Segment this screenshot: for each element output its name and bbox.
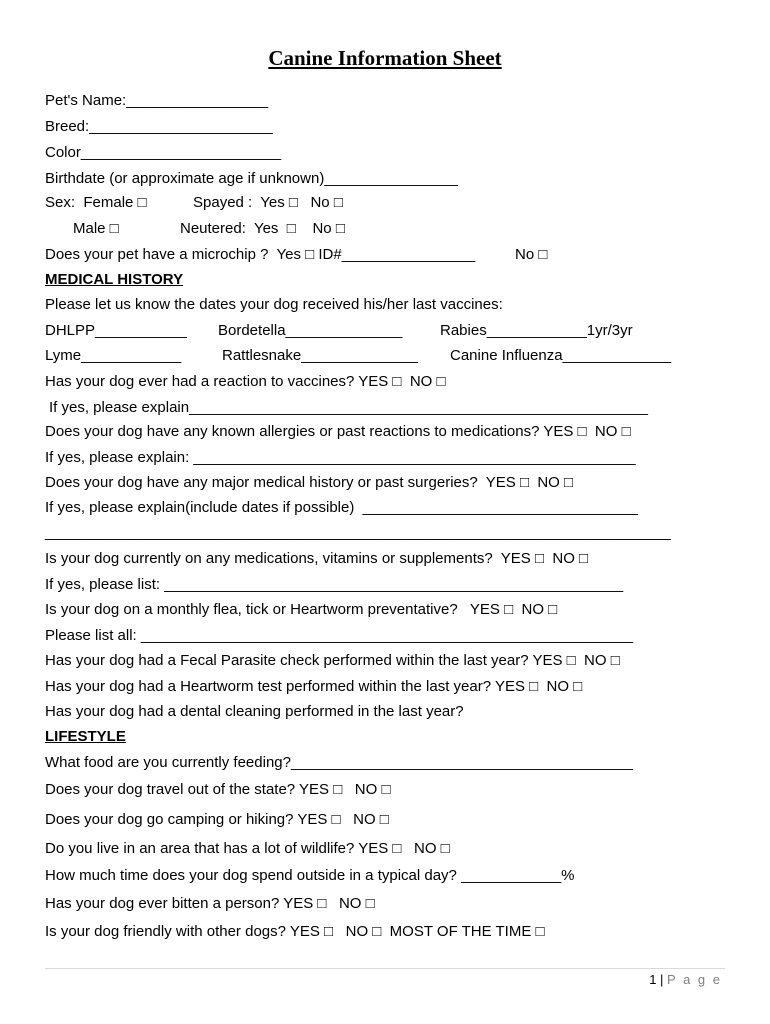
vaccine-reaction-explain-field[interactable]: If yes, please explain_______________________________________________________: [49, 399, 648, 416]
birthdate-field[interactable]: Birthdate (or approximate age if unknown)________________: [45, 170, 458, 187]
travel-question[interactable]: Does your dog travel out of the state? YES □ NO □: [45, 781, 391, 798]
friendly-question[interactable]: Is your dog friendly with other dogs? YES □ NO □ MOST OF THE TIME □: [45, 923, 545, 940]
page-label: P a g e: [667, 972, 722, 987]
medications-list-field[interactable]: If yes, please list: _______________________________________________________: [45, 576, 624, 593]
page-number: 1: [649, 972, 657, 987]
lifestyle-heading: LIFESTYLE: [45, 728, 126, 745]
page-separator: |: [656, 972, 668, 987]
heartworm-test-question[interactable]: Has your dog had a Heartworm test performed within the last year? YES □ NO □: [45, 678, 583, 695]
footer-divider: [45, 968, 725, 969]
bitten-question[interactable]: Has your dog ever bitten a person? YES □ NO □: [45, 895, 375, 912]
outside-time-field[interactable]: How much time does your dog spend outside in a typical day? ____________%: [45, 867, 575, 884]
medications-question[interactable]: Is your dog currently on any medications, vitamins or supplements? YES □ NO □: [45, 550, 589, 567]
surgeries-question[interactable]: Does your dog have any major medical history or past surgeries? YES □ NO □: [45, 474, 574, 491]
dental-cleaning-question: Has your dog had a dental cleaning performed in the last year?: [45, 703, 464, 720]
pets-name-field[interactable]: Pet's Name:_________________: [45, 92, 269, 109]
preventative-question[interactable]: Is your dog on a monthly flea, tick or Heartworm preventative? YES □ NO □: [45, 601, 558, 618]
color-field[interactable]: Color________________________: [45, 144, 282, 161]
allergies-question[interactable]: Does your dog have any known allergies or past reactions to medications? YES □ NO □: [45, 423, 631, 440]
sex-female-checkbox[interactable]: Sex: Female □: [45, 194, 147, 211]
medical-history-heading: MEDICAL HISTORY: [45, 271, 184, 288]
allergies-explain-field[interactable]: If yes, please explain: _____________________________________________________: [45, 449, 636, 466]
sex-male-checkbox[interactable]: Male □: [73, 220, 119, 237]
rabies-field[interactable]: Rabies____________1yr/3yr: [440, 322, 633, 339]
breed-field[interactable]: Breed:______________________: [45, 118, 273, 135]
preventative-list-field[interactable]: Please list all: ___________________________________________________________: [45, 627, 634, 644]
neutered-checkboxes[interactable]: Neutered: Yes □ No □: [180, 220, 345, 237]
vaccine-reaction-question[interactable]: Has your dog ever had a reaction to vaccines? YES □ NO □: [45, 373, 446, 390]
rattlesnake-field[interactable]: Rattlesnake______________: [222, 347, 419, 364]
surgeries-explain-field[interactable]: If yes, please explain(include dates if possible) _________________________________: [45, 499, 638, 516]
spayed-checkboxes[interactable]: Spayed : Yes □ No □: [193, 194, 343, 211]
lyme-field[interactable]: Lyme____________: [45, 347, 182, 364]
food-field[interactable]: What food are you currently feeding?_________________________________________: [45, 754, 634, 771]
microchip-question[interactable]: Does your pet have a microchip ? Yes □ ID#________________: [45, 246, 476, 263]
bordetella-field[interactable]: Bordetella______________: [218, 322, 403, 339]
vaccines-intro: Please let us know the dates your dog received his/her last vaccines:: [45, 296, 503, 313]
dhlpp-field[interactable]: DHLPP___________: [45, 322, 187, 339]
microchip-no-checkbox[interactable]: No □: [515, 246, 548, 263]
camping-question[interactable]: Does your dog go camping or hiking? YES □ NO □: [45, 811, 389, 828]
document-title: Canine Information Sheet: [268, 46, 502, 70]
fecal-check-question[interactable]: Has your dog had a Fecal Parasite check performed within the last year? YES □ NO □: [45, 652, 620, 669]
canine-influenza-field[interactable]: Canine Influenza_____________: [450, 347, 672, 364]
wildlife-question[interactable]: Do you live in an area that has a lot of wildlife? YES □ NO □: [45, 840, 450, 857]
page-footer: [649, 972, 722, 987]
surgeries-blank-line[interactable]: ___________________________________________________________________________: [45, 524, 671, 541]
